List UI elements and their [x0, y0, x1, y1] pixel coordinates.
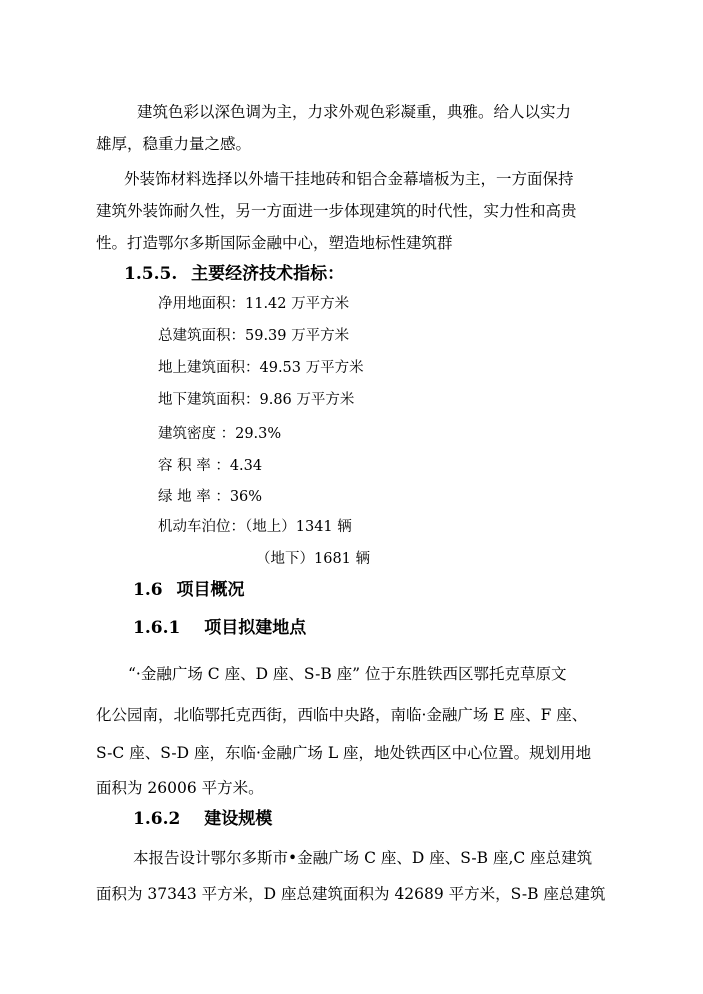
- para2-line3: 性。打造鄂尔多斯国际金融中心，塑造地标性建筑群: [96, 234, 453, 252]
- para3-line4: 面积为 26006 平方米。: [96, 779, 264, 797]
- indicator-density: 建筑密度 ：29.3%: [158, 426, 282, 442]
- para1-line1: 建筑色彩以深色调为主，力求外观色彩凝重，典雅。给人以实力: [137, 103, 572, 121]
- section-number: 1.6.1: [133, 618, 181, 638]
- indicator-above-ground: 地上建筑面积：49.53 万平方米: [158, 360, 364, 376]
- para3-line1: “·金融广场 C 座、D 座、S-B 座” 位于东胜铁西区鄂托克草原文: [128, 665, 567, 683]
- section-title: 建设规模: [204, 809, 273, 829]
- indicator-parking-below: （地下）1681 辆: [256, 551, 371, 567]
- section-title: 项目拟建地点: [204, 618, 307, 638]
- para4-line2: 面积为 37343 平方米，D 座总建筑面积为 42689 平方米，S-B 座总建筑: [96, 885, 606, 903]
- section-number: 1.5.5.: [124, 264, 178, 284]
- indicator-net-land: 净用地面积：11.42 万平方米: [158, 296, 350, 312]
- section-1-6-2-heading: [133, 809, 272, 829]
- para2-line1: 外装饰材料选择以外墙干挂地砖和铝合金幕墙板为主，一方面保持: [124, 170, 574, 188]
- para3-line3: S-C 座、S-D 座，东临·金融广场 L 座，地处铁西区中心位置。规划用地: [96, 744, 592, 762]
- para1-line2: 雄厚，稳重力量之感。: [96, 135, 252, 153]
- para4-line1: 本报告设计鄂尔多斯市•金融广场 C 座、D 座、S-B 座,C 座总建筑: [133, 849, 593, 867]
- section-1-6-1-heading: [133, 618, 306, 638]
- indicator-green-ratio: 绿 地 率 ：36%: [158, 489, 263, 505]
- para3-line2: 化公园南，北临鄂托克西街，西临中央路，南临·金融广场 E 座、F 座、: [96, 706, 588, 724]
- indicator-total-area: 总建筑面积：59.39 万平方米: [158, 328, 350, 344]
- section-title: 项目概况: [176, 580, 245, 600]
- indicator-parking-above: 机动车泊位：（地上）1341 辆: [158, 519, 352, 535]
- indicator-below-ground: 地下建筑面积：9.86 万平方米: [158, 392, 355, 408]
- indicator-floor-area-ratio: 容 积 率 ：4.34: [158, 458, 263, 474]
- section-1-5-5-heading: [124, 264, 344, 284]
- section-1-6-heading: [133, 580, 245, 600]
- section-number: 1.6: [133, 580, 163, 600]
- section-number: 1.6.2: [133, 809, 181, 829]
- section-title: 主要经济技术指标：: [191, 264, 345, 284]
- para2-line2: 建筑外装饰耐久性，另一方面进一步体现建筑的时代性，实力性和高贵: [96, 202, 577, 220]
